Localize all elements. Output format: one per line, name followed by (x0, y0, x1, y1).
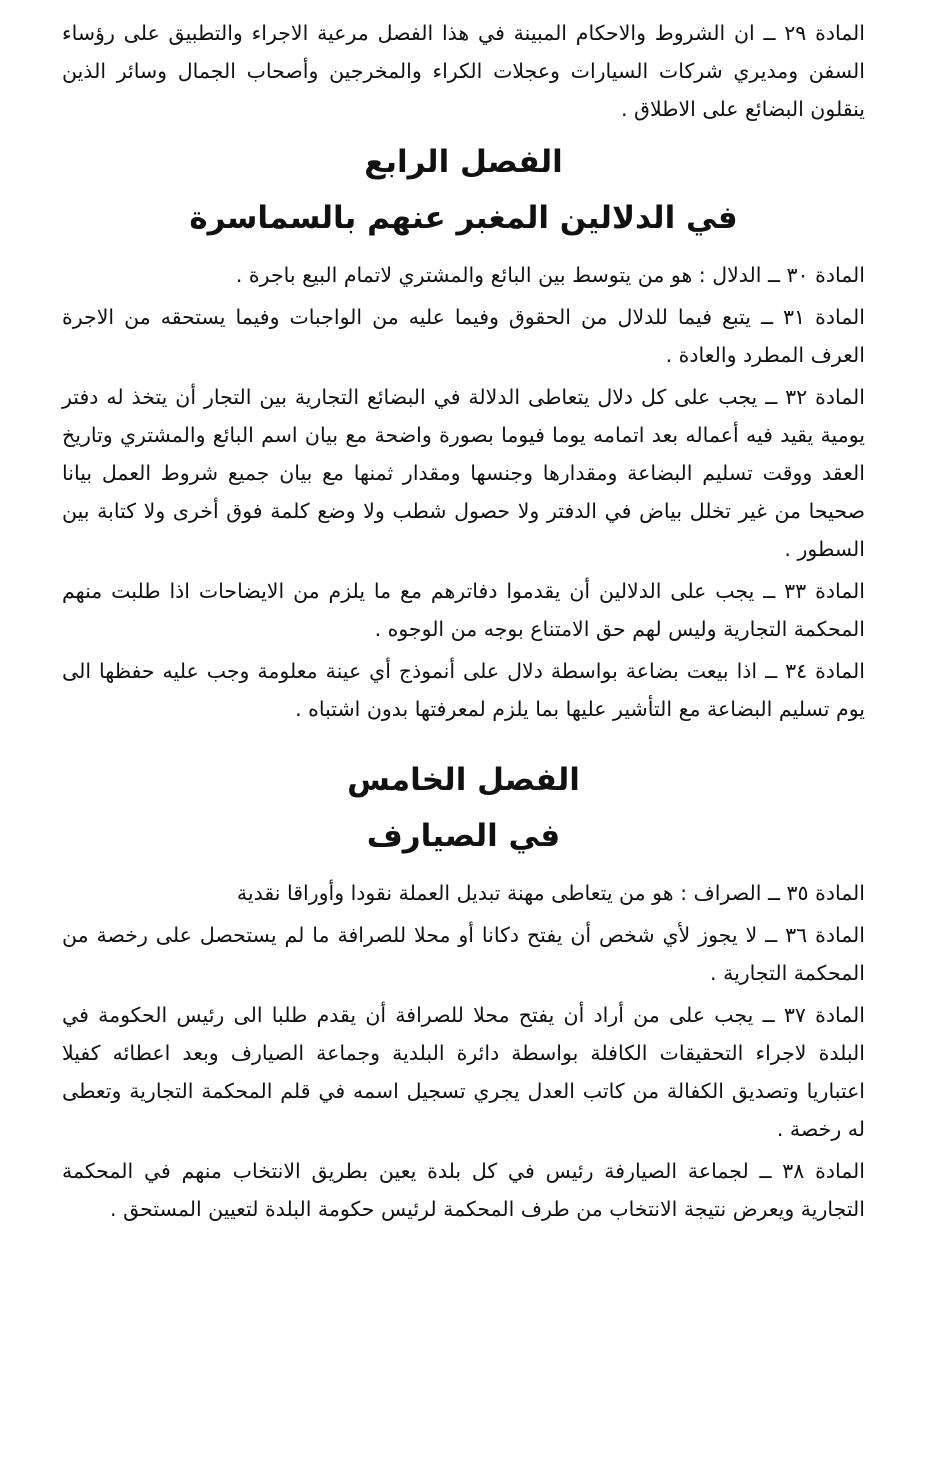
article-38: المادة ٣٨ ــ لجماعة الصيارفة رئيس في كل بلدة يعين بطريق الانتخاب منهم في المحكمة التجارية ويعرض نتيجة الانتخاب من طرف المحكمة لرئيس حكومة البلدة لتعيين المستحق . (62, 1159, 865, 1221)
article-36: المادة ٣٦ ــ لا يجوز لأي شخص أن يفتح دكانا أو محلا للصرافة ما لم يستحصل على رخصة من المحكمة التجارية . (62, 923, 865, 985)
article-29: المادة ٢٩ ــ ان الشروط والاحكام المبينة في هذا الفصل مرعية الاجراء والتطبيق على رؤساء السفن ومديري شركات السيارات وعجلات الكراء والمخرجين وأصحاب الجمال وسائر الذين ينقلون البضائع على الاطلاق . (62, 21, 865, 121)
article-32: المادة ٣٢ ــ يجب على كل دلال يتعاطى الدلالة في البضائع التجارية بين التجار أن يتخذ له دفتر يومية يقيد فيه أعماله بعد اتمامه يوما فيوما بصورة واضحة مع بيان اسم البائع والمشتري وتاريخ العقد ووقت تسليم البضاعة ومقدارها وجنسها ومقدار ثمنها مع بيان جميع شروط العمل بيانا صحيحا من غير تخلل بياض في الدفتر ولا حصول شطب ولا وضع كلمة فوق أخرى ولا كتابة بين السطور . (62, 385, 865, 561)
chapter-5-title: الفصل الخامس (347, 762, 580, 798)
article-34: المادة ٣٤ ــ اذا بيعت بضاعة بواسطة دلال على أنموذج أي عينة معلومة وجب عليه حفظها الى يوم تسليم البضاعة مع التأشير عليها بما يلزم لمعرفتها بدون اشتباه . (62, 659, 865, 721)
article-37: المادة ٣٧ ــ يجب على من أراد أن يفتح محلا للصرافة أن يقدم طلبا الى رئيس الحكومة في البلدة لاجراء التحقيقات الكافلة بواسطة دائرة البلدية وجماعة الصيارف وبعد اعطائه كفيلا اعتباريا وتصديق الكفالة من كاتب العدل يجري تسجيل اسمه في قلم المحكمة التجارية وتعطى له رخصة . (62, 1003, 865, 1141)
chapter-4-title: الفصل الرابع (364, 144, 563, 180)
article-31: المادة ٣١ ــ يتبع فيما للدلال من الحقوق وفيما عليه من الواجبات وفيما يستحقه من الاجرة العرف المطرد والعادة . (62, 305, 865, 367)
article-35: المادة ٣٥ ــ الصراف : هو من يتعاطى مهنة تبديل العملة نقودا وأوراقا نقدية (236, 881, 865, 905)
section-gap (62, 732, 865, 746)
chapter-4-subtitle: في الدلالين المغبر عنهم بالسماسرة (189, 200, 738, 236)
chapter-5-subtitle: في الصيارف (366, 818, 561, 854)
article-33: المادة ٣٣ ــ يجب على الدلالين أن يقدموا دفاترهم مع ما يلزم من الايضاحات اذا طلبت منهم المحكمة التجارية وليس لهم حق الامتناع بوجه من الوجوه . (62, 579, 865, 641)
article-30: المادة ٣٠ ــ الدلال : هو من يتوسط بين البائع والمشتري لاتمام البيع باجرة . (235, 263, 865, 287)
